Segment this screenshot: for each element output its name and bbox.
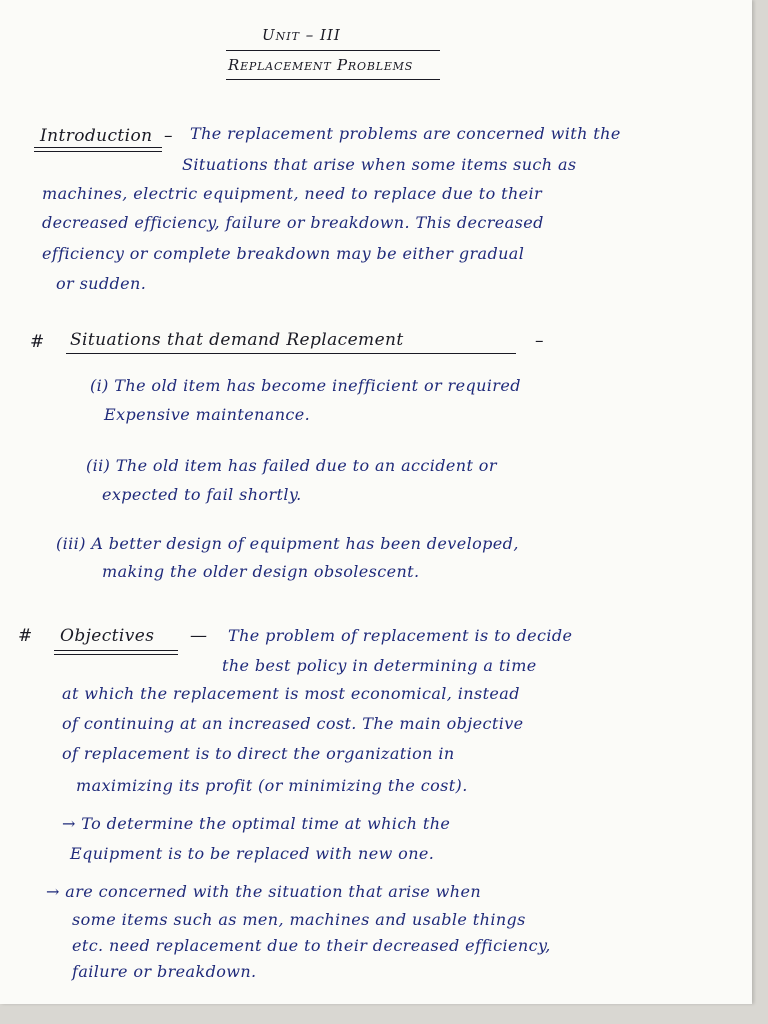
situations-underline	[66, 353, 516, 354]
title-rule-top	[226, 50, 440, 51]
situation-item-1-line-2: Expensive maintenance.	[104, 405, 311, 424]
introduction-line-5: efficiency or complete breakdown may be either gradual	[42, 244, 525, 263]
situations-heading: Situations that demand Replacement	[70, 330, 404, 350]
situation-item-3-line-1: (iii) A better design of equipment has been developed,	[56, 534, 519, 553]
introduction-line-3: machines, electric equipment, need to replace due to their	[42, 184, 543, 203]
introduction-underline-1	[34, 147, 162, 148]
objectives-line-1: The problem of replacement is to decide	[228, 626, 573, 645]
page-title: Replacement Problems	[228, 56, 414, 74]
objectives-line-6: maximizing its profit (or minimizing the cost).	[76, 776, 468, 795]
objectives-line-3: at which the replacement is most economical, instead	[62, 684, 520, 703]
introduction-underline-2	[34, 151, 162, 152]
situation-item-2-line-1: (ii) The old item has failed due to an accident or	[86, 456, 497, 475]
situations-dash: –	[535, 331, 544, 351]
objectives-bullet-2-line-4: failure or breakdown.	[72, 962, 257, 981]
objectives-heading: Objectives	[60, 626, 155, 646]
objectives-line-4: of continuing at an increased cost. The main objective	[62, 714, 524, 733]
introduction-dash: –	[164, 126, 173, 146]
introduction-heading: Introduction	[40, 126, 153, 146]
objectives-line-5: of replacement is to direct the organization in	[62, 744, 455, 763]
objectives-bullet-2-line-1: → are concerned with the situation that arise when	[46, 882, 482, 901]
objectives-bullet-1-line-2: Equipment is to be replaced with new one.	[70, 844, 435, 863]
situation-item-3-line-2: making the older design obsolescent.	[102, 562, 420, 581]
objectives-line-2: the best policy in determining a time	[222, 656, 537, 675]
unit-heading: Unit – III	[262, 26, 341, 44]
objectives-underline-2	[54, 654, 178, 655]
objectives-bullet-2-line-3: etc. need replacement due to their decreased efficiency,	[72, 936, 551, 955]
objectives-hash: #	[18, 626, 33, 646]
title-rule-bottom	[226, 79, 440, 80]
situation-item-1-line-1: (i) The old item has become inefficient or required	[90, 376, 521, 395]
situation-item-2-line-2: expected to fail shortly.	[102, 485, 302, 504]
objectives-bullet-1-line-1: → To determine the optimal time at which the	[62, 814, 451, 833]
introduction-line-4: decreased efficiency, failure or breakdown. This decreased	[42, 213, 544, 232]
objectives-underline-1	[54, 650, 178, 651]
introduction-line-2: Situations that arise when some items such as	[182, 155, 577, 174]
introduction-line-1: The replacement problems are concerned with the	[190, 124, 621, 143]
situations-hash: #	[30, 332, 45, 352]
objectives-bullet-2-line-2: some items such as men, machines and usable things	[72, 910, 526, 929]
introduction-line-6: or sudden.	[56, 274, 147, 293]
objectives-dash: —	[190, 626, 208, 646]
